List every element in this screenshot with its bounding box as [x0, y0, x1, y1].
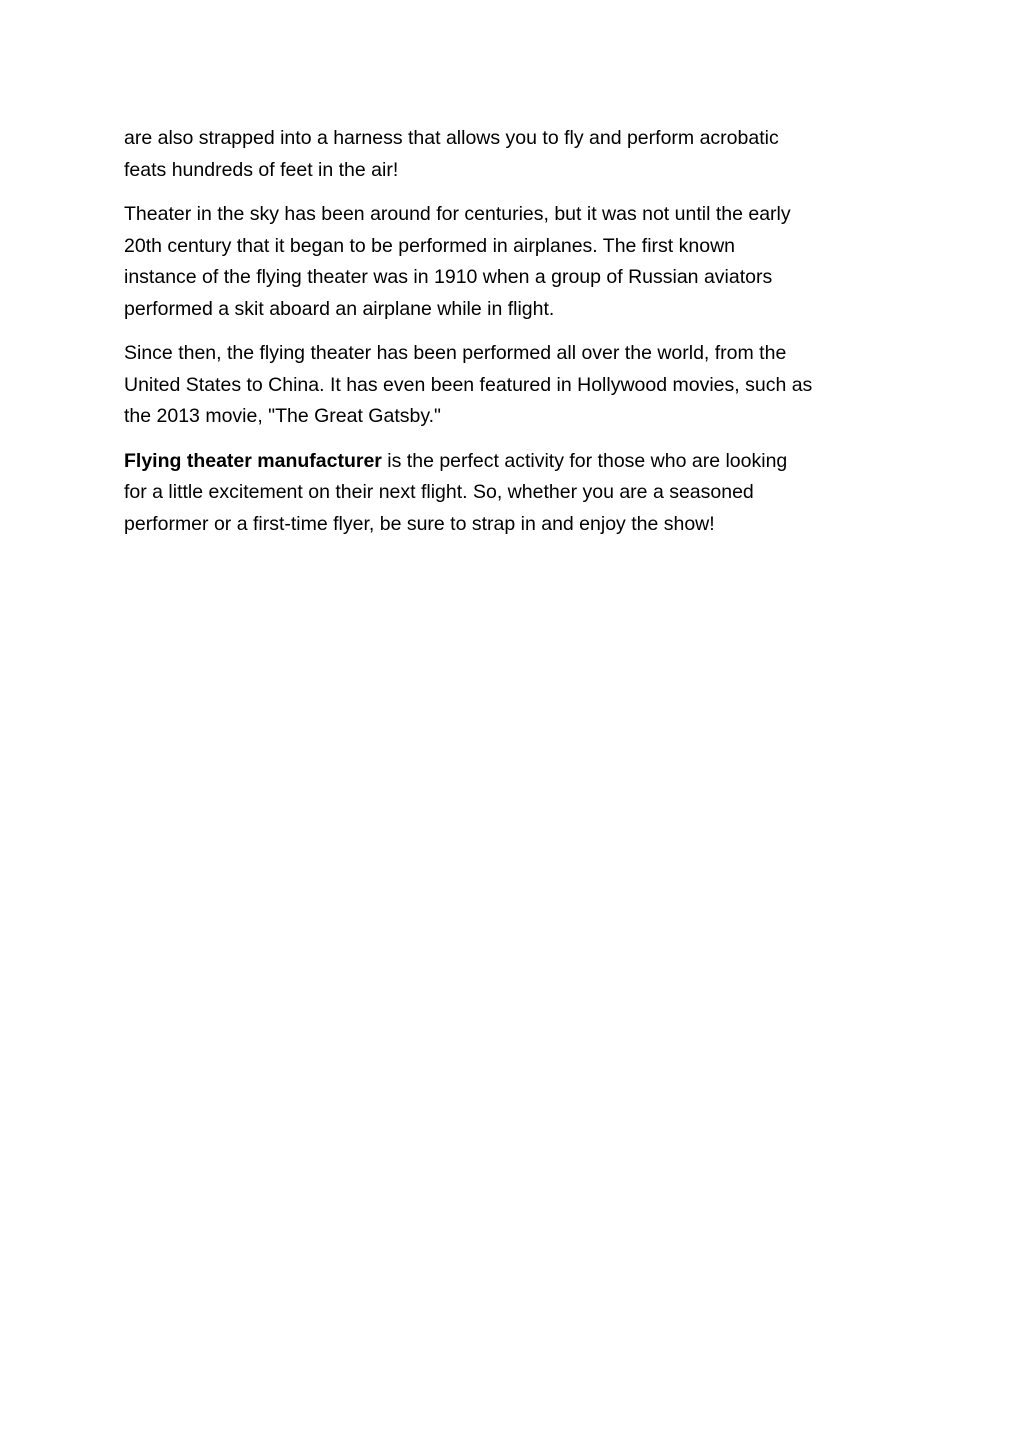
text-line: Theater in the sky has been around for centuries, but it was not until the early: [124, 203, 791, 225]
paragraph-worldwide: [124, 338, 914, 433]
text-line: 20th century that it began to be performed in airplanes. The first known: [124, 234, 735, 257]
bold-keyword: Flying theater manufacturer: [124, 449, 382, 472]
text-line: [124, 446, 914, 478]
text-line: performed a skit aboard an airplane while in flight.: [124, 297, 555, 320]
paragraph-history: [124, 199, 914, 325]
paragraph-conclusion: [124, 446, 914, 541]
text-line: Since then, the flying theater has been performed all over the world, from the: [124, 342, 787, 364]
text-line: the 2013 movie, "The Great Gatsby.": [124, 405, 441, 427]
text-line: are also strapped into a harness that allows you to fly and perform acrobatic: [124, 127, 779, 149]
text-line: feats hundreds of feet in the air!: [124, 158, 399, 181]
text-run: is the perfect activity for those who are looking: [381, 449, 788, 472]
text-line: performer or a first-time flyer, be sure to strap in and enjoy the show!: [124, 512, 715, 535]
text-line: for a little excitement on their next flight. So, whether you are a seasoned: [124, 481, 754, 503]
text-line: instance of the flying theater was in 1910 when a group of Russian aviators: [124, 266, 773, 288]
paragraph-harness: [124, 123, 914, 186]
text-line: United States to China. It has even been featured in Hollywood movies, such as: [124, 373, 813, 396]
document-body: [124, 123, 914, 540]
